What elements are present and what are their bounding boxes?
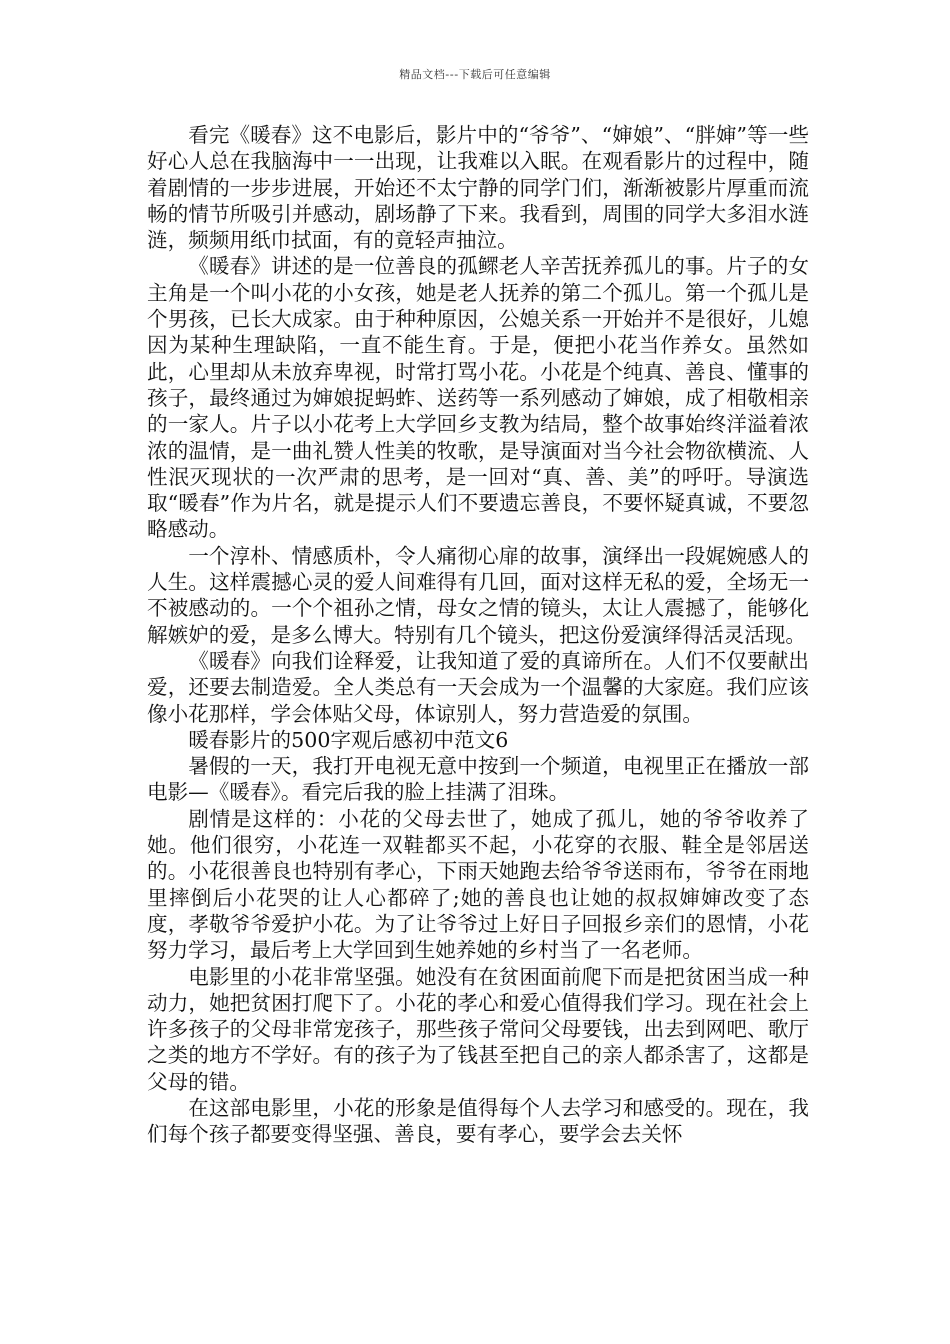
paragraph-4: 《暖春》向我们诠释爱，让我知道了爱的真谛所在。人们不仅要献出爱，还要去制造爱。全人类总有一天会成为一个温馨的大家庭。我们应该像小花那样，学会体贴父母，体谅别人，努力营造爱的氛围。 [147,648,809,726]
page-header: 精品文档---下载后可任意编辑 [399,68,551,81]
paragraph-6: 剧情是这样的：小花的父母去世了，她成了孤儿，她的爷爷收养了她。他们很穷，小花连一双鞋都买不起，小花穿的衣服、鞋全是邻居送的。小花很善良也特别有孝心，下雨天她跑去给爷爷送雨布，爷爷在雨地里摔倒后小花哭的让人心都碎了;她的善良也让她的叔叔婶婶改变了态度，孝敬爷爷爱护小花。为了让爷爷过上好日子回报乡亲们的恩情，小花努力学习，最后考上大学回到生她养她的乡村当了一名老师。 [147,806,809,963]
paragraph-2: 《暖春》讲述的是一位善良的孤鳏老人辛苦抚养孤儿的事。片子的女主角是一个叫小花的小女孩，她是老人抚养的第二个孤儿。第一个孤儿是个男孩，已长大成家。由于种种原因，公媳关系一开始并不是很好，儿媳因为某种生理缺陷，一直不能生育。于是，便把小花当作养女。虽然如此，心里却从未放弃卑视，时常打骂小花。小花是个纯真、善良、懂事的孩子，最终通过为婶娘捉蚂蚱、送药等一系列感动了婶娘，成了相敬相亲的一家人。片子以小花考上大学回乡支教为结局，整个故事始终洋溢着浓浓的温情，是一曲礼赞人性美的牧歌，是导演面对当今社会物欲横流、人性泯灭现状的一次严肃的思考，是一回对“真、善、美”的呼吁。导演选取“暖春”作为片名，就是提示人们不要遗忘善良，不要怀疑真诚，不要忽略感动。 [147,254,809,542]
section-heading: 暖春影片的500字观后感初中范文6 [188,727,509,752]
paragraph-3: 一个淳朴、情感质朴，令人痛彻心扉的故事，演绎出一段娓婉感人的人生。这样震撼心灵的爱人间难得有几回，面对这样无私的爱，全场无一不被感动的。一个个祖孙之情，母女之情的镜头，太让人震撼了，能够化解嫉妒的爱，是多么博大。特别有几个镜头，把这份爱演绎得活灵活现。 [147,543,809,647]
paragraph-1: 看完《暖春》这不电影后，影片中的“爷爷”、“婶娘”、“胖婶”等一些好心人总在我脑海中一一出现，让我难以入眠。在观看影片的过程中，随着剧情的一步步进展，开始还不太宁静的同学门们，渐渐被影片厚重而流畅的情节所吸引并感动，剧场静了下来。我看到，周围的同学大多泪水涟涟，频频用纸巾拭面，有的竟轻声抽泣。 [147,123,809,253]
paragraph-7: 电影里的小花非常坚强。她没有在贫困面前爬下而是把贫困当成一种动力，她把贫困打爬下了。小花的孝心和爱心值得我们学习。现在社会上许多孩子的父母非常宠孩子，那些孩子常问父母要钱，出去到网吧、歌厅之类的地方不学好。有的孩子为了钱甚至把自己的亲人都杀害了，这都是父母的错。 [147,964,809,1094]
paragraph-5: 暑假的一天，我打开电视无意中按到一个频道，电视里正在播放一部电影—《暖春》。看完后我的脸上挂满了泪珠。 [147,754,809,805]
paragraph-8: 在这部电影里，小花的形象是值得每个人去学习和感受的。现在，我们每个孩子都要变得坚强、善良，要有孝心，要学会去关怀 [147,1095,809,1147]
document-body [147,122,809,1148]
